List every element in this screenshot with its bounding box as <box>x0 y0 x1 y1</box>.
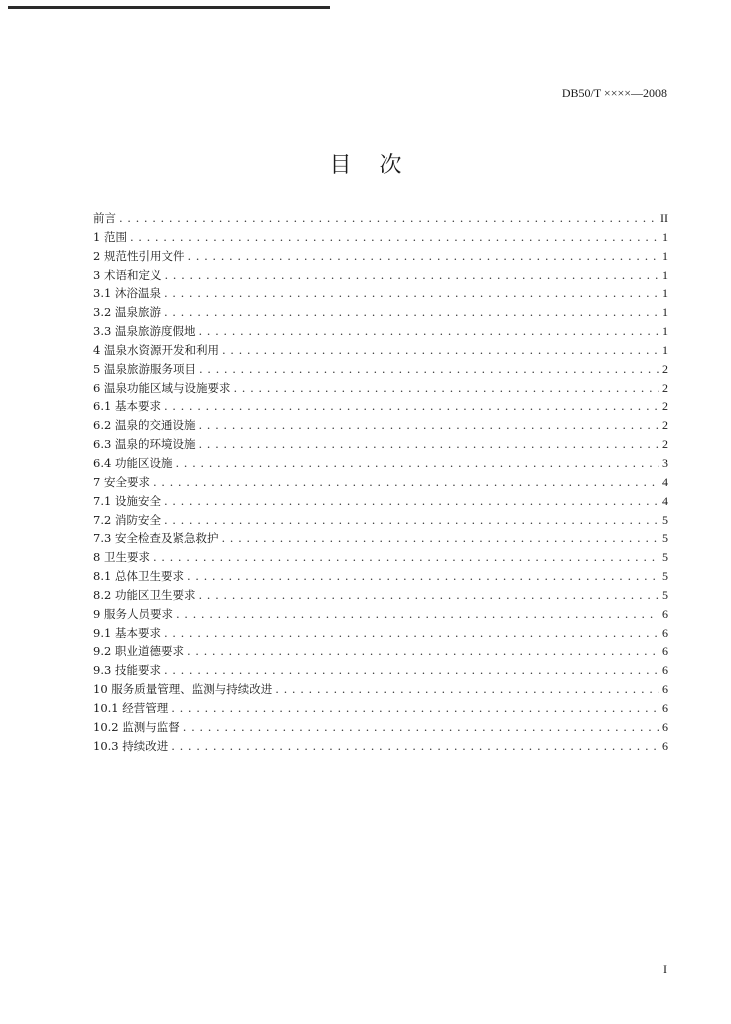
toc-entry-label: 9 服务人员要求 <box>93 606 173 621</box>
toc-entry-page: 6 <box>662 663 668 678</box>
toc-entry-label: 6.4 功能区设施 <box>93 455 173 470</box>
page-number: I <box>663 962 667 976</box>
toc-entry[interactable] <box>93 247 668 266</box>
toc-entry-label: 7.1 设施安全 <box>93 493 161 508</box>
toc-entry-label: 8.2 功能区卫生要求 <box>93 587 196 602</box>
toc-entry-label: 9.3 技能要求 <box>93 663 161 678</box>
toc-leader-dots <box>164 511 659 530</box>
toc-entry[interactable] <box>93 360 668 379</box>
toc-entry-label: 5 温泉旅游服务项目 <box>93 361 196 376</box>
toc-entry-page: 2 <box>662 437 668 452</box>
toc-entry-label: 3.1 沐浴温泉 <box>93 286 161 301</box>
toc-leader-dots <box>130 228 659 247</box>
toc-entry-label: 8.1 总体卫生要求 <box>93 569 184 584</box>
toc-entry-page: 2 <box>662 418 668 433</box>
toc-entry[interactable] <box>93 492 668 511</box>
toc-leader-dots <box>171 737 659 756</box>
toc-leader-dots <box>183 718 659 737</box>
toc-entry-page: 6 <box>662 644 668 659</box>
toc-entry-page: 1 <box>662 286 668 301</box>
toc-entry-label: 7.3 安全检查及紧急救护 <box>93 531 219 546</box>
toc-entry[interactable] <box>93 379 668 398</box>
toc-entry[interactable] <box>93 341 668 360</box>
toc-leader-dots <box>164 624 659 643</box>
toc-entry-page: 6 <box>662 625 668 640</box>
toc-leader-dots <box>153 473 659 492</box>
toc-entry-label: 9.2 职业道德要求 <box>93 644 184 659</box>
toc-entry-label: 8 卫生要求 <box>93 550 150 565</box>
toc-leader-dots <box>187 567 659 586</box>
toc-leader-dots <box>164 284 659 303</box>
toc-entry-label: 7.2 消防安全 <box>93 512 161 527</box>
toc-entry[interactable] <box>93 435 668 454</box>
toc-entry-page: 1 <box>662 324 668 339</box>
table-of-contents <box>93 209 668 755</box>
toc-leader-dots <box>233 379 659 398</box>
toc-entry-label: 前言 <box>93 211 116 225</box>
toc-entry-label: 3.2 温泉旅游 <box>93 305 161 320</box>
toc-entry-page: 6 <box>662 700 668 715</box>
toc-entry-label: 10 服务质量管理、监测与持续改进 <box>93 682 273 697</box>
toc-entry-page: 6 <box>662 682 668 697</box>
toc-entry-page: 1 <box>662 267 668 282</box>
toc-entry[interactable] <box>93 737 668 756</box>
toc-leader-dots <box>198 322 659 341</box>
toc-entry-label: 10.1 经营管理 <box>93 700 169 715</box>
toc-entry-page: 5 <box>662 512 668 527</box>
toc-entry[interactable] <box>93 642 668 661</box>
toc-leader-dots <box>187 642 659 661</box>
toc-entry-page: 6 <box>662 738 668 753</box>
toc-entry-page: 5 <box>662 531 668 546</box>
toc-entry[interactable] <box>93 209 668 228</box>
toc-leader-dots <box>198 435 659 454</box>
toc-entry[interactable] <box>93 680 668 699</box>
toc-entry-label: 3.3 温泉旅游度假地 <box>93 324 196 339</box>
toc-leader-dots <box>153 548 659 567</box>
toc-entry-label: 1 范围 <box>93 229 127 244</box>
toc-leader-dots <box>275 680 659 699</box>
toc-leader-dots <box>187 247 659 266</box>
toc-entry-label: 7 安全要求 <box>93 474 150 489</box>
toc-entry[interactable] <box>93 416 668 435</box>
toc-entry[interactable] <box>93 303 668 322</box>
toc-entry[interactable] <box>93 605 668 624</box>
toc-leader-dots <box>176 605 659 624</box>
toc-entry-page: 2 <box>662 399 668 414</box>
toc-leader-dots <box>164 661 659 680</box>
toc-entry-page: 1 <box>662 229 668 244</box>
toc-entry-page: 6 <box>662 606 668 621</box>
toc-entry[interactable] <box>93 699 668 718</box>
page-title: 目次 <box>329 153 430 178</box>
toc-entry-page: 1 <box>662 305 668 320</box>
toc-entry[interactable] <box>93 473 668 492</box>
toc-entry[interactable] <box>93 266 668 285</box>
toc-entry-page: 2 <box>662 361 668 376</box>
toc-entry-page: 3 <box>662 455 668 470</box>
toc-leader-dots <box>164 303 659 322</box>
toc-entry-page: 5 <box>662 550 668 565</box>
toc-leader-dots <box>221 529 659 548</box>
toc-entry[interactable] <box>93 661 668 680</box>
toc-entry-page: 6 <box>662 719 668 734</box>
toc-entry-label: 9.1 基本要求 <box>93 625 161 640</box>
toc-entry[interactable] <box>93 228 668 247</box>
toc-entry-label: 6.2 温泉的交通设施 <box>93 418 196 433</box>
toc-entry-label: 6.1 基本要求 <box>93 399 161 414</box>
toc-entry[interactable] <box>93 511 668 530</box>
toc-entry-label: 4 温泉水资源开发和利用 <box>93 342 219 357</box>
toc-leader-dots <box>164 492 659 511</box>
toc-entry-label: 6.3 温泉的环境设施 <box>93 437 196 452</box>
toc-entry-page: 4 <box>662 493 668 508</box>
toc-leader-dots <box>198 416 659 435</box>
toc-leader-dots <box>164 397 659 416</box>
toc-entry-page: II <box>660 211 668 225</box>
toc-leader-dots <box>171 699 659 718</box>
toc-entry-label: 6 温泉功能区域与设施要求 <box>93 380 231 395</box>
toc-entry-page: 4 <box>662 474 668 489</box>
toc-leader-dots <box>198 586 659 605</box>
toc-entry[interactable] <box>93 454 668 473</box>
toc-entry[interactable] <box>93 397 668 416</box>
toc-entry-page: 1 <box>662 248 668 263</box>
toc-leader-dots <box>175 454 659 473</box>
document-code: DB50/T ××××—2008 <box>561 86 667 100</box>
toc-entry-label: 10.3 持续改进 <box>93 738 169 753</box>
toc-entry-page: 5 <box>662 587 668 602</box>
toc-entry[interactable] <box>93 548 668 567</box>
toc-entry[interactable] <box>93 284 668 303</box>
toc-leader-dots <box>199 360 659 379</box>
toc-entry[interactable] <box>93 586 668 605</box>
toc-leader-dots <box>222 341 659 360</box>
toc-entry-label: 3 术语和定义 <box>93 267 162 282</box>
toc-entry[interactable] <box>93 529 668 548</box>
toc-entry-page: 2 <box>662 380 668 395</box>
toc-entry-page: 5 <box>662 569 668 584</box>
toc-entry[interactable] <box>93 718 668 737</box>
toc-leader-dots <box>119 209 657 228</box>
toc-entry-label: 2 规范性引用文件 <box>93 248 185 263</box>
toc-entry-label: 10.2 监测与监督 <box>93 719 180 734</box>
header-rule <box>8 6 330 9</box>
toc-leader-dots <box>164 266 659 285</box>
toc-entry[interactable] <box>93 567 668 586</box>
toc-entry[interactable] <box>93 624 668 643</box>
toc-entry-page: 1 <box>662 342 668 357</box>
toc-entry[interactable] <box>93 322 668 341</box>
